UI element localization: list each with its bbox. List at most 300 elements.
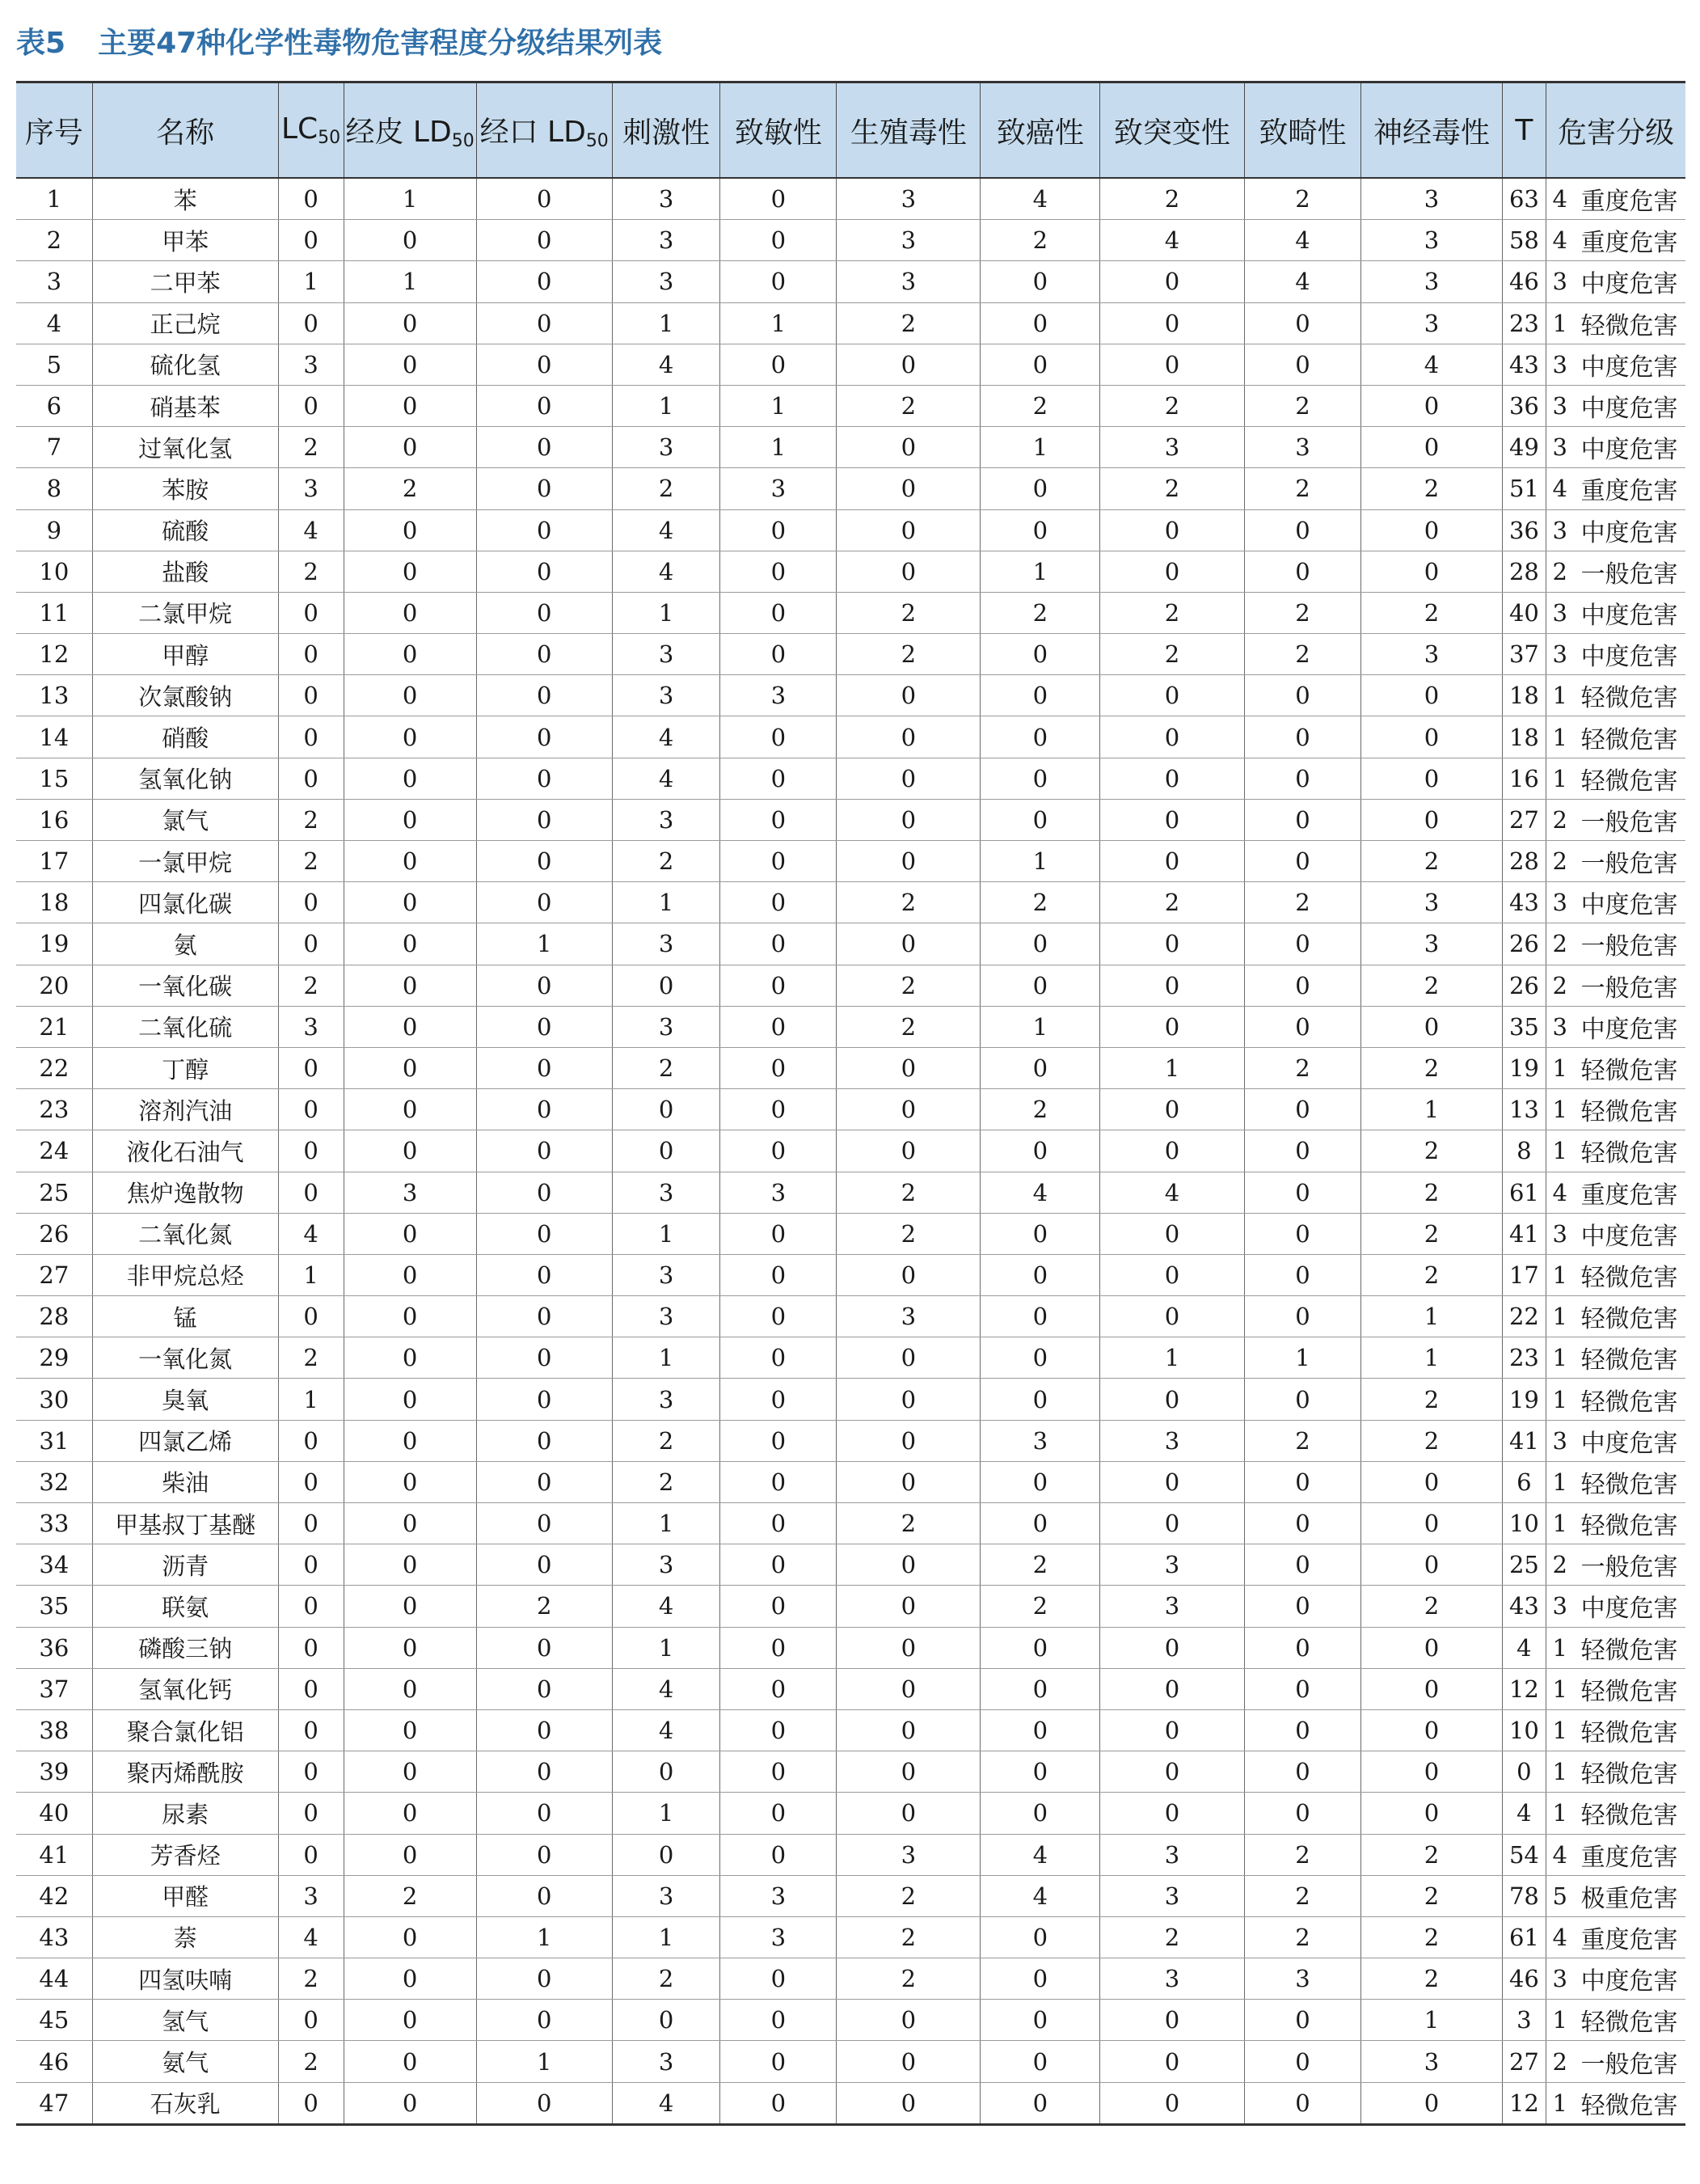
cell-carcinogenic: 0 [981, 509, 1100, 551]
cell-irritation: 2 [612, 841, 720, 882]
cell-sensitization: 0 [720, 841, 837, 882]
cell-lc50: 0 [278, 2000, 344, 2041]
cell-mutagenic: 0 [1100, 1751, 1244, 1793]
table-row [16, 1296, 1685, 1337]
cell-reproductive: 0 [837, 1793, 981, 1834]
cell-teratogenic: 4 [1244, 261, 1361, 302]
cell-reproductive: 0 [837, 1461, 981, 1502]
cell-dermal-ld50: 0 [344, 302, 476, 344]
cell-grade-label: 轻微危害 [1573, 1503, 1685, 1544]
cell-oral-ld50: 0 [476, 1627, 612, 1668]
cell-sensitization: 0 [720, 2000, 837, 2041]
table-row [16, 592, 1685, 633]
cell-reproductive: 0 [837, 758, 981, 799]
cell-irritation: 1 [612, 882, 720, 923]
cell-irritation: 3 [612, 220, 720, 261]
cell-lc50: 3 [278, 1006, 344, 1047]
cell-grade-label: 中度危害 [1573, 385, 1685, 426]
cell-mutagenic: 3 [1100, 1875, 1244, 1916]
cell-irritation: 2 [612, 1958, 720, 2000]
table-row [16, 1254, 1685, 1295]
cell-lc50: 0 [278, 634, 344, 675]
cell-reproductive: 0 [837, 1130, 981, 1172]
cell-teratogenic: 0 [1244, 965, 1361, 1006]
cell-grade-level: 1 [1546, 1709, 1573, 1751]
cell-name: 苯 [92, 178, 278, 220]
table-row [16, 882, 1685, 923]
cell-t: 49 [1502, 427, 1546, 468]
table-row [16, 1793, 1685, 1834]
cell-reproductive: 0 [837, 468, 981, 509]
cell-teratogenic: 0 [1244, 1254, 1361, 1295]
cell-oral-ld50: 0 [476, 2000, 612, 2041]
cell-oral-ld50: 0 [476, 1006, 612, 1047]
cell-lc50: 2 [278, 841, 344, 882]
cell-t: 4 [1502, 1627, 1546, 1668]
table-row [16, 1420, 1685, 1461]
cell-dermal-ld50: 0 [344, 758, 476, 799]
cell-carcinogenic: 2 [981, 882, 1100, 923]
cell-irritation: 1 [612, 302, 720, 344]
cell-grade-label: 轻微危害 [1573, 758, 1685, 799]
cell-irritation: 3 [612, 634, 720, 675]
table-row [16, 675, 1685, 716]
cell-grade-level: 1 [1546, 716, 1573, 758]
cell-index: 31 [16, 1420, 92, 1461]
cell-carcinogenic: 0 [981, 1461, 1100, 1502]
cell-sensitization: 0 [720, 1254, 837, 1295]
cell-grade-level: 1 [1546, 2000, 1573, 2041]
table-row [16, 2082, 1685, 2124]
cell-carcinogenic: 0 [981, 634, 1100, 675]
cell-dermal-ld50: 0 [344, 1006, 476, 1047]
cell-lc50: 2 [278, 427, 344, 468]
cell-neurotoxic: 0 [1361, 1751, 1502, 1793]
cell-grade-label: 轻微危害 [1573, 1461, 1685, 1502]
cell-grade-level: 3 [1546, 261, 1573, 302]
cell-reproductive: 2 [837, 1213, 981, 1254]
cell-teratogenic: 0 [1244, 1130, 1361, 1172]
cell-irritation: 3 [612, 1379, 720, 1420]
header-row [16, 82, 1685, 179]
cell-reproductive: 2 [837, 385, 981, 426]
cell-teratogenic: 0 [1244, 1668, 1361, 1709]
cell-oral-ld50: 0 [476, 1254, 612, 1295]
cell-neurotoxic: 2 [1361, 1586, 1502, 1627]
cell-t: 63 [1502, 178, 1546, 220]
cell-lc50: 0 [278, 1461, 344, 1502]
cell-index: 43 [16, 1916, 92, 1958]
cell-oral-ld50: 0 [476, 799, 612, 840]
cell-index: 7 [16, 427, 92, 468]
table-row [16, 1916, 1685, 1958]
cell-t: 40 [1502, 592, 1546, 633]
cell-neurotoxic: 0 [1361, 1544, 1502, 1586]
cell-reproductive: 0 [837, 1379, 981, 1420]
cell-neurotoxic: 2 [1361, 1254, 1502, 1295]
cell-name: 萘 [92, 1916, 278, 1958]
cell-carcinogenic: 0 [981, 923, 1100, 965]
cell-lc50: 4 [278, 1213, 344, 1254]
cell-dermal-ld50: 0 [344, 2082, 476, 2124]
cell-reproductive: 0 [837, 1627, 981, 1668]
cell-t: 41 [1502, 1420, 1546, 1461]
cell-carcinogenic: 0 [981, 2082, 1100, 2124]
cell-index: 45 [16, 2000, 92, 2041]
cell-mutagenic: 0 [1100, 509, 1244, 551]
cell-lc50: 3 [278, 468, 344, 509]
cell-oral-ld50: 0 [476, 1296, 612, 1337]
cell-grade-label: 轻微危害 [1573, 1337, 1685, 1379]
cell-reproductive: 3 [837, 220, 981, 261]
cell-reproductive: 2 [837, 1006, 981, 1047]
cell-sensitization: 0 [720, 1668, 837, 1709]
cell-t: 58 [1502, 220, 1546, 261]
cell-carcinogenic: 0 [981, 2041, 1100, 2082]
cell-sensitization: 0 [720, 758, 837, 799]
cell-teratogenic: 0 [1244, 344, 1361, 385]
cell-carcinogenic: 0 [981, 716, 1100, 758]
cell-lc50: 2 [278, 1958, 344, 2000]
cell-t: 16 [1502, 758, 1546, 799]
cell-t: 22 [1502, 1296, 1546, 1337]
cell-teratogenic: 0 [1244, 1006, 1361, 1047]
cell-irritation: 3 [612, 799, 720, 840]
cell-mutagenic: 2 [1100, 592, 1244, 633]
cell-name: 柴油 [92, 1461, 278, 1502]
cell-oral-ld50: 0 [476, 1089, 612, 1130]
cell-oral-ld50: 0 [476, 1379, 612, 1420]
cell-grade-label: 一般危害 [1573, 799, 1685, 840]
cell-mutagenic: 2 [1100, 385, 1244, 426]
cell-reproductive: 0 [837, 1420, 981, 1461]
cell-grade-level: 1 [1546, 1254, 1573, 1295]
table-row [16, 634, 1685, 675]
cell-mutagenic: 0 [1100, 551, 1244, 592]
cell-neurotoxic: 3 [1361, 882, 1502, 923]
cell-carcinogenic: 0 [981, 1958, 1100, 2000]
cell-index: 32 [16, 1461, 92, 1502]
cell-mutagenic: 1 [1100, 1047, 1244, 1088]
cell-grade-label: 极重危害 [1573, 1875, 1685, 1916]
cell-irritation: 3 [612, 261, 720, 302]
cell-irritation: 2 [612, 1461, 720, 1502]
cell-oral-ld50: 0 [476, 592, 612, 633]
cell-name: 氢氧化钠 [92, 758, 278, 799]
cell-teratogenic: 0 [1244, 1586, 1361, 1627]
cell-grade-level: 1 [1546, 1503, 1573, 1544]
cell-sensitization: 0 [720, 1751, 837, 1793]
cell-irritation: 4 [612, 551, 720, 592]
cell-index: 37 [16, 1668, 92, 1709]
col-header-carcinogenic: 致癌性 [981, 82, 1100, 179]
cell-teratogenic: 0 [1244, 799, 1361, 840]
cell-t: 4 [1502, 1793, 1546, 1834]
cell-dermal-ld50: 0 [344, 551, 476, 592]
cell-index: 16 [16, 799, 92, 840]
cell-neurotoxic: 4 [1361, 344, 1502, 385]
cell-neurotoxic: 2 [1361, 468, 1502, 509]
cell-oral-ld50: 0 [476, 385, 612, 426]
cell-name: 液化石油气 [92, 1130, 278, 1172]
cell-index: 13 [16, 675, 92, 716]
cell-mutagenic: 2 [1100, 1916, 1244, 1958]
cell-mutagenic: 0 [1100, 1379, 1244, 1420]
cell-teratogenic: 0 [1244, 1089, 1361, 1130]
table-row [16, 799, 1685, 840]
cell-t: 35 [1502, 1006, 1546, 1047]
cell-t: 10 [1502, 1709, 1546, 1751]
hazard-table [16, 81, 1685, 2126]
cell-name: 丁醇 [92, 1047, 278, 1088]
cell-name: 苯胺 [92, 468, 278, 509]
cell-dermal-ld50: 0 [344, 1709, 476, 1751]
cell-oral-ld50: 0 [476, 302, 612, 344]
cell-mutagenic: 4 [1100, 220, 1244, 261]
cell-mutagenic: 0 [1100, 716, 1244, 758]
cell-grade-label: 轻微危害 [1573, 1793, 1685, 1834]
cell-grade-label: 一般危害 [1573, 965, 1685, 1006]
cell-sensitization: 0 [720, 2082, 837, 2124]
col-header-teratogenic: 致畸性 [1244, 82, 1361, 179]
cell-sensitization: 1 [720, 302, 837, 344]
cell-carcinogenic: 0 [981, 1047, 1100, 1088]
cell-carcinogenic: 0 [981, 758, 1100, 799]
cell-sensitization: 0 [720, 592, 837, 633]
cell-mutagenic: 0 [1100, 1254, 1244, 1295]
cell-teratogenic: 0 [1244, 1461, 1361, 1502]
cell-neurotoxic: 0 [1361, 758, 1502, 799]
cell-carcinogenic: 0 [981, 965, 1100, 1006]
cell-oral-ld50: 0 [476, 1503, 612, 1544]
cell-mutagenic: 3 [1100, 1420, 1244, 1461]
cell-teratogenic: 2 [1244, 1875, 1361, 1916]
table-row [16, 1503, 1685, 1544]
cell-grade-label: 一般危害 [1573, 551, 1685, 592]
cell-index: 27 [16, 1254, 92, 1295]
cell-carcinogenic: 2 [981, 592, 1100, 633]
cell-grade-level: 3 [1546, 509, 1573, 551]
table-row [16, 1006, 1685, 1047]
cell-carcinogenic: 0 [981, 1668, 1100, 1709]
cell-t: 13 [1502, 1089, 1546, 1130]
cell-oral-ld50: 0 [476, 1709, 612, 1751]
cell-grade-level: 2 [1546, 841, 1573, 882]
cell-grade-level: 1 [1546, 1047, 1573, 1088]
cell-dermal-ld50: 0 [344, 882, 476, 923]
cell-reproductive: 2 [837, 1916, 981, 1958]
cell-oral-ld50: 0 [476, 882, 612, 923]
cell-carcinogenic: 0 [981, 302, 1100, 344]
cell-oral-ld50: 0 [476, 220, 612, 261]
cell-neurotoxic: 1 [1361, 1089, 1502, 1130]
cell-name: 硫酸 [92, 509, 278, 551]
table-body [16, 178, 1685, 2124]
cell-neurotoxic: 1 [1361, 1296, 1502, 1337]
table-row [16, 923, 1685, 965]
cell-carcinogenic: 0 [981, 675, 1100, 716]
cell-dermal-ld50: 0 [344, 344, 476, 385]
cell-index: 33 [16, 1503, 92, 1544]
cell-mutagenic: 3 [1100, 427, 1244, 468]
cell-grade-level: 4 [1546, 1172, 1573, 1213]
cell-name: 硫化氢 [92, 344, 278, 385]
cell-lc50: 0 [278, 1089, 344, 1130]
cell-neurotoxic: 0 [1361, 385, 1502, 426]
cell-neurotoxic: 0 [1361, 675, 1502, 716]
cell-irritation: 1 [612, 1793, 720, 1834]
cell-sensitization: 0 [720, 344, 837, 385]
cell-neurotoxic: 3 [1361, 261, 1502, 302]
cell-teratogenic: 4 [1244, 220, 1361, 261]
cell-grade-label: 轻微危害 [1573, 1047, 1685, 1088]
cell-index: 30 [16, 1379, 92, 1420]
cell-dermal-ld50: 0 [344, 1668, 476, 1709]
cell-index: 14 [16, 716, 92, 758]
cell-reproductive: 2 [837, 1172, 981, 1213]
cell-grade-label: 轻微危害 [1573, 302, 1685, 344]
cell-grade-label: 轻微危害 [1573, 1668, 1685, 1709]
cell-mutagenic: 0 [1100, 758, 1244, 799]
cell-irritation: 3 [612, 2041, 720, 2082]
cell-oral-ld50: 0 [476, 1544, 612, 1586]
cell-grade-label: 重度危害 [1573, 468, 1685, 509]
cell-index: 38 [16, 1709, 92, 1751]
cell-grade-level: 1 [1546, 1627, 1573, 1668]
cell-grade-level: 1 [1546, 1793, 1573, 1834]
cell-teratogenic: 0 [1244, 2000, 1361, 2041]
cell-t: 19 [1502, 1047, 1546, 1088]
cell-lc50: 0 [278, 220, 344, 261]
col-header-mutagenic: 致突变性 [1100, 82, 1244, 179]
cell-t: 25 [1502, 1544, 1546, 1586]
table-row [16, 716, 1685, 758]
cell-irritation: 3 [612, 923, 720, 965]
cell-carcinogenic: 0 [981, 1916, 1100, 1958]
cell-index: 29 [16, 1337, 92, 1379]
cell-index: 2 [16, 220, 92, 261]
cell-irritation: 2 [612, 468, 720, 509]
cell-sensitization: 0 [720, 1461, 837, 1502]
cell-neurotoxic: 0 [1361, 1793, 1502, 1834]
cell-grade-label: 轻微危害 [1573, 1379, 1685, 1420]
cell-neurotoxic: 3 [1361, 634, 1502, 675]
cell-carcinogenic: 0 [981, 1627, 1100, 1668]
cell-dermal-ld50: 0 [344, 1958, 476, 2000]
cell-carcinogenic: 0 [981, 1337, 1100, 1379]
cell-grade-label: 中度危害 [1573, 1420, 1685, 1461]
cell-oral-ld50: 0 [476, 1834, 612, 1875]
cell-dermal-ld50: 0 [344, 427, 476, 468]
cell-t: 18 [1502, 716, 1546, 758]
cell-lc50: 2 [278, 2041, 344, 2082]
cell-lc50: 1 [278, 261, 344, 302]
cell-lc50: 0 [278, 1420, 344, 1461]
table-row [16, 758, 1685, 799]
cell-grade-label: 中度危害 [1573, 1586, 1685, 1627]
table-row [16, 1627, 1685, 1668]
cell-neurotoxic: 2 [1361, 1379, 1502, 1420]
cell-name: 二氧化硫 [92, 1006, 278, 1047]
cell-grade-label: 中度危害 [1573, 592, 1685, 633]
cell-reproductive: 3 [837, 1296, 981, 1337]
cell-dermal-ld50: 0 [344, 1379, 476, 1420]
table-row [16, 1958, 1685, 2000]
cell-grade-label: 重度危害 [1573, 178, 1685, 220]
cell-carcinogenic: 0 [981, 1503, 1100, 1544]
cell-reproductive: 0 [837, 509, 981, 551]
cell-lc50: 0 [278, 675, 344, 716]
cell-sensitization: 0 [720, 1709, 837, 1751]
cell-reproductive: 0 [837, 2041, 981, 2082]
cell-lc50: 0 [278, 2082, 344, 2124]
cell-dermal-ld50: 0 [344, 592, 476, 633]
cell-mutagenic: 2 [1100, 178, 1244, 220]
cell-grade-level: 5 [1546, 1875, 1573, 1916]
cell-name: 氨 [92, 923, 278, 965]
cell-lc50: 1 [278, 1379, 344, 1420]
cell-neurotoxic: 2 [1361, 592, 1502, 633]
cell-teratogenic: 2 [1244, 882, 1361, 923]
cell-grade-label: 轻微危害 [1573, 1089, 1685, 1130]
cell-reproductive: 0 [837, 1751, 981, 1793]
cell-grade-level: 3 [1546, 1958, 1573, 2000]
cell-carcinogenic: 0 [981, 1709, 1100, 1751]
cell-index: 40 [16, 1793, 92, 1834]
cell-oral-ld50: 0 [476, 468, 612, 509]
cell-irritation: 4 [612, 716, 720, 758]
cell-lc50: 2 [278, 1337, 344, 1379]
cell-grade-level: 1 [1546, 1130, 1573, 1172]
cell-teratogenic: 0 [1244, 758, 1361, 799]
cell-grade-label: 一般危害 [1573, 923, 1685, 965]
table-row [16, 302, 1685, 344]
cell-neurotoxic: 1 [1361, 1337, 1502, 1379]
cell-mutagenic: 0 [1100, 841, 1244, 882]
cell-carcinogenic: 0 [981, 1751, 1100, 1793]
cell-grade-level: 1 [1546, 1668, 1573, 1709]
cell-neurotoxic: 3 [1361, 2041, 1502, 2082]
cell-carcinogenic: 2 [981, 220, 1100, 261]
table-row [16, 551, 1685, 592]
cell-grade-label: 轻微危害 [1573, 1627, 1685, 1668]
cell-index: 4 [16, 302, 92, 344]
col-header-sensitization: 致敏性 [720, 82, 837, 179]
cell-grade-level: 4 [1546, 178, 1573, 220]
cell-lc50: 0 [278, 758, 344, 799]
cell-grade-label: 中度危害 [1573, 1006, 1685, 1047]
cell-carcinogenic: 4 [981, 1834, 1100, 1875]
cell-teratogenic: 2 [1244, 178, 1361, 220]
cell-oral-ld50: 0 [476, 634, 612, 675]
cell-index: 26 [16, 1213, 92, 1254]
cell-reproductive: 0 [837, 799, 981, 840]
cell-carcinogenic: 1 [981, 841, 1100, 882]
cell-grade-level: 2 [1546, 965, 1573, 1006]
cell-teratogenic: 0 [1244, 551, 1361, 592]
table-row [16, 1668, 1685, 1709]
cell-teratogenic: 2 [1244, 1916, 1361, 1958]
table-row [16, 1337, 1685, 1379]
cell-teratogenic: 3 [1244, 427, 1361, 468]
cell-name: 联氨 [92, 1586, 278, 1627]
cell-oral-ld50: 0 [476, 1172, 612, 1213]
cell-irritation: 4 [612, 344, 720, 385]
cell-name: 聚合氯化铝 [92, 1709, 278, 1751]
cell-grade-level: 2 [1546, 2041, 1573, 2082]
cell-oral-ld50: 1 [476, 1916, 612, 1958]
cell-lc50: 0 [278, 1709, 344, 1751]
